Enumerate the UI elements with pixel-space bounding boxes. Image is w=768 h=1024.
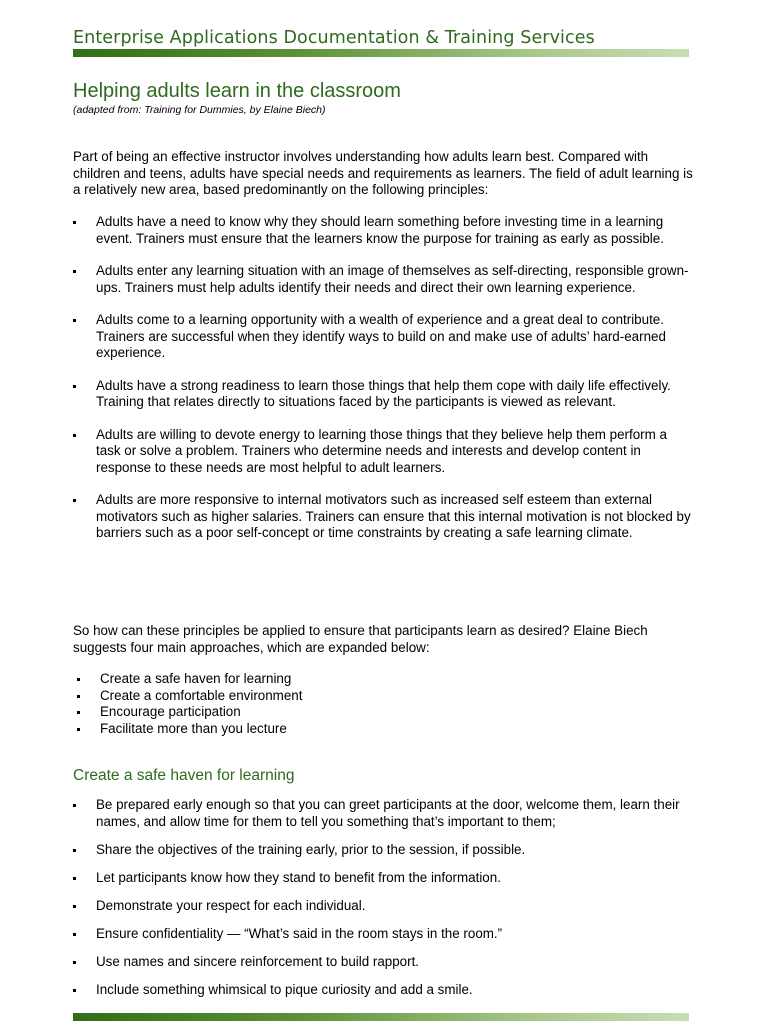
bullet-icon [77, 678, 80, 681]
list-item-text: Encourage participation [100, 704, 241, 719]
bullet-icon [73, 933, 76, 936]
list-item-text: Ensure confidentiality — “What’s said in the room stays in the room.” [96, 925, 503, 941]
bullet-icon [77, 695, 80, 698]
list-item-text: Use names and sincere reinforcement to build rapport. [96, 953, 420, 969]
list-item-text: Share the objectives of the training early, prior to the session, if possible. [96, 841, 526, 857]
list-item [73, 378, 695, 411]
list-item [73, 214, 695, 247]
bullet-icon [73, 270, 76, 273]
list-item [73, 312, 695, 362]
list-item [73, 688, 695, 705]
list-item [73, 898, 695, 915]
list-item [73, 492, 695, 542]
bullet-icon [73, 319, 76, 322]
list-item [73, 842, 695, 859]
list-item-text: Adults come to a learning opportunity with a wealth of experience and a great deal to contribute. Trainers are successful when they identify ways to build on and make use of adults’ hard-earned experience. [96, 312, 666, 360]
section-heading: Create a safe haven for learning [73, 767, 295, 784]
list-item [73, 427, 695, 477]
bullet-icon [73, 804, 76, 807]
safe-haven-list [73, 797, 695, 1010]
list-item-text: Adults are more responsive to internal motivators such as increased self esteem than external motivators such as higher salaries. Trainers can ensure that this internal motivation is not blocked by barriers such as a poor self-concept or time constraints by creating a safe learning climate. [96, 492, 691, 540]
list-item [73, 954, 695, 971]
list-item-text: Demonstrate your respect for each individual. [96, 897, 366, 913]
list-item [73, 982, 695, 999]
bullet-icon [73, 877, 76, 880]
document-title: Helping adults learn in the classroom [73, 80, 401, 102]
list-item [73, 704, 695, 721]
list-item [73, 870, 695, 887]
bullet-icon [73, 385, 76, 388]
bullet-icon [73, 434, 76, 437]
footer-rule [73, 1013, 689, 1021]
bullet-icon [73, 499, 76, 502]
transition-paragraph: So how can these principles be applied to ensure that participants learn as desired? Elaine Biech suggests four main approaches, which are expanded below: [73, 623, 648, 655]
list-item [73, 797, 695, 830]
list-item-text: Adults enter any learning situation with an image of themselves as self-directing, responsible grown-ups. Trainers must help adults identify their needs and direct their own learning experience. [96, 263, 689, 295]
bullet-icon [73, 989, 76, 992]
list-item-text: Include something whimsical to pique curiosity and add a smile. [96, 981, 473, 997]
list-item-text: Adults are willing to devote energy to learning those things that they believe help them perform a task or solve a problem. Trainers who determine needs and interests and develop content in response to these needs are most helpful to adult learners. [96, 426, 667, 475]
list-item [73, 721, 695, 738]
document-subtitle: (adapted from: Training for Dummies, by Elaine Biech) [73, 104, 326, 116]
list-item-text: Let participants know how they stand to benefit from the information. [96, 869, 501, 885]
list-item-text: Adults have a need to know why they should learn something before investing time in a learning event. Trainers must ensure that the learners know the purpose for training as early as possible. [96, 214, 664, 246]
list-item-text: Create a safe haven for learning [100, 671, 292, 686]
approaches-list [73, 671, 695, 737]
bullet-icon [77, 728, 80, 731]
bullet-icon [73, 961, 76, 964]
bullet-icon [73, 905, 76, 908]
list-item-text: Adults have a strong readiness to learn those things that help them cope with daily life effectively. Training that relates directly to situations faced by the participants is viewed as relevant. [96, 377, 671, 409]
list-item-text: Facilitate more than you lecture [100, 720, 287, 736]
principles-list [73, 214, 695, 558]
header-rule [73, 49, 689, 57]
list-item-text: Be prepared early enough so that you can greet participants at the door, welcome them, learn their names, and allow time for them to tell you something that’s important to them; [96, 797, 680, 829]
list-item-text: Create a comfortable environment [100, 687, 303, 703]
list-item [73, 671, 695, 688]
intro-paragraph: Part of being an effective instructor involves understanding how adults learn best. Compared with children and teens, adults have special needs and requirements as learners. The field of adult learning is a relatively new area, based predominantly on the following principles: [73, 149, 693, 197]
bullet-icon [77, 711, 80, 714]
bullet-icon [73, 221, 76, 224]
list-item [73, 926, 695, 943]
bullet-icon [73, 849, 76, 852]
header-title: Enterprise Applications Documentation & Training Services [73, 28, 595, 48]
list-item [73, 263, 695, 296]
